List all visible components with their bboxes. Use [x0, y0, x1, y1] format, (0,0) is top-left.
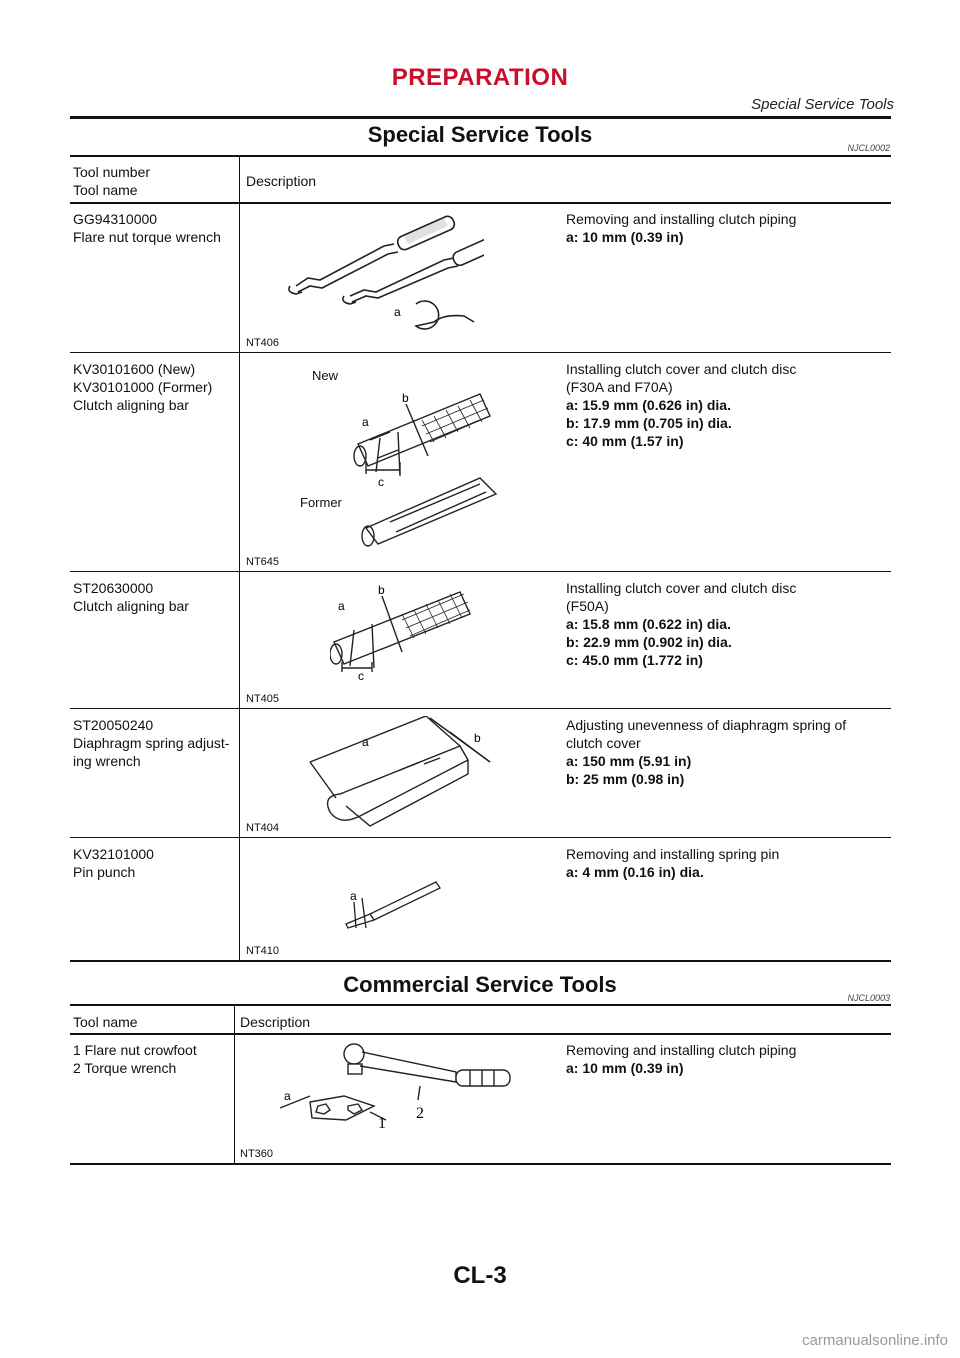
specs-st20630000: a: 15.8 mm (0.622 in) dia. b: 22.9 mm (0.902 in) dia. c: 45.0 mm (1.772 in) [566, 616, 732, 668]
col-header-tool: Tool number Tool name [73, 164, 151, 198]
tool-name-kv32101000: KV32101000 Pin punch [73, 846, 154, 880]
special-tools-title: Special Service Tools [367, 122, 593, 147]
tool-name-gg94310000: GG94310000 Flare nut torque wrench [73, 211, 221, 245]
row-rule-1 [70, 352, 891, 353]
page-section-title: PREPARATION [391, 64, 569, 91]
figure-code-nt360: NT360 [240, 1148, 274, 1160]
commercial-column-divider [234, 1006, 235, 1164]
clutch-aligning-bar-st-figure [330, 582, 530, 682]
desc-gg94310000: Removing and installing clutch piping [566, 211, 797, 227]
header-rule [70, 116, 891, 119]
figure-code-nt406: NT406 [246, 337, 280, 349]
svg-text:c: c [378, 475, 384, 489]
svg-text:c: c [358, 669, 364, 682]
page-number: CL-3 [453, 1262, 507, 1289]
figure-code-nt404: NT404 [246, 822, 280, 834]
svg-text:a: a [284, 1089, 291, 1103]
tool-name-st20630000: ST20630000 Clutch aligning bar [73, 580, 189, 614]
commercial-bottom-rule [70, 1163, 891, 1165]
flare-nut-crowfoot-torque-wrench-figure [270, 1040, 520, 1140]
label-former: Former [300, 495, 342, 510]
figure-code-nt645: NT645 [246, 556, 280, 568]
desc-kv32101000: Removing and installing spring pin [566, 846, 780, 862]
svg-text:a: a [350, 889, 357, 903]
svg-text:a: a [394, 305, 401, 319]
svg-text:b: b [474, 731, 481, 745]
special-column-divider [239, 157, 240, 961]
desc-flare-nut-crowfoot: Removing and installing clutch piping [566, 1042, 797, 1058]
clutch-aligning-bar-kv-figure [330, 380, 530, 550]
commercial-tools-title: Commercial Service Tools [343, 972, 617, 997]
specs-kv32101000: a: 4 mm (0.16 in) dia. [566, 864, 704, 880]
row-rule-2 [70, 571, 891, 572]
diaphragm-spring-wrench-figure [300, 716, 500, 836]
desc-kv30101600: Installing clutch cover and clutch disc (F30A and F70A) [566, 361, 797, 395]
svg-text:b: b [378, 583, 385, 597]
svg-text:1: 1 [378, 1115, 386, 1132]
commercial-header-rule [70, 1033, 891, 1035]
label-new: New [312, 368, 339, 383]
svg-text:a: a [338, 599, 345, 613]
specs-flare-nut-crowfoot: a: 10 mm (0.39 in) [566, 1060, 684, 1076]
special-title-rule [70, 155, 891, 157]
specs-kv30101600: a: 15.9 mm (0.626 in) dia. b: 17.9 mm (0.705 in) dia. c: 40 mm (1.57 in) [566, 397, 732, 449]
row-rule-4 [70, 837, 891, 838]
svg-text:2: 2 [416, 1105, 424, 1122]
tool-name-kv30101600: KV30101600 (New) KV30101000 (Former) Clutch aligning bar [73, 361, 213, 413]
desc-st20630000: Installing clutch cover and clutch disc (F50A) [566, 580, 797, 614]
watermark: carmanualsonline.info [802, 1332, 948, 1349]
svg-text:a: a [362, 735, 369, 749]
commercial-tools-code: NJCL0003 [847, 993, 890, 1003]
page-subtitle: Special Service Tools [751, 96, 894, 113]
tool-name-st20050240: ST20050240 Diaphragm spring adjust- ing wrench [73, 717, 230, 769]
svg-text:b: b [402, 391, 409, 405]
commercial-col-header-description: Description [240, 1014, 311, 1030]
figure-code-nt410: NT410 [246, 945, 280, 957]
svg-text:a: a [362, 415, 369, 429]
special-header-rule [70, 202, 891, 204]
specs-gg94310000: a: 10 mm (0.39 in) [566, 229, 684, 245]
commercial-col-header-tool: Tool name [73, 1014, 138, 1030]
row-rule-3 [70, 708, 891, 709]
commercial-title-rule [70, 1004, 891, 1006]
col-header-description: Description [246, 173, 317, 189]
flare-nut-torque-wrench-figure [284, 210, 484, 330]
pin-punch-figure [340, 880, 450, 930]
special-bottom-rule [70, 960, 891, 962]
specs-st20050240: a: 150 mm (5.91 in) b: 25 mm (0.98 in) [566, 753, 692, 787]
figure-code-nt405: NT405 [246, 693, 280, 705]
special-tools-code: NJCL0002 [847, 143, 890, 153]
tool-name-flare-nut-crowfoot: 1 Flare nut crowfoot 2 Torque wrench [73, 1042, 197, 1076]
desc-st20050240: Adjusting unevenness of diaphragm spring of clutch cover [566, 717, 847, 751]
